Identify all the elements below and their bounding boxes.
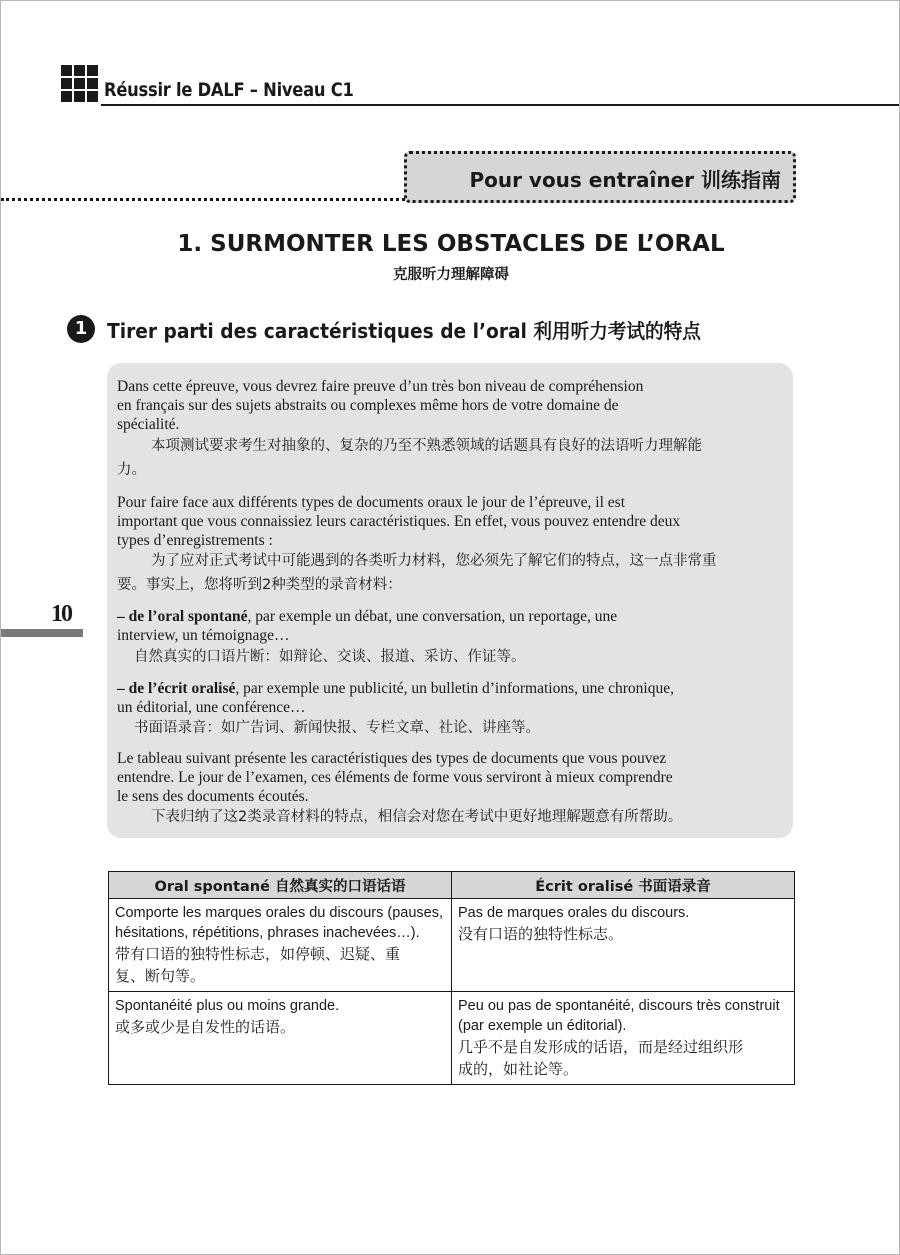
table-header-cell: Écrit oralisé 书面语录音 [452,872,795,899]
section-title: Tirer parti des caractéristiques de l’oral 利用听力考试的特点 [107,319,701,343]
cell-line: hésitations, répétitions, phrases inachevées…). [115,925,420,941]
bullet-term: de l’oral spontané [128,608,248,625]
table-row [109,899,795,992]
cell-line-zh: 带有口语的独特性标志，如停顿、迟疑、重 [115,945,401,963]
intro-line: spécialité. [117,416,180,433]
cell-line: (par exemple un éditorial). [458,1018,627,1034]
table-row [109,992,795,1085]
table-cell [109,899,452,992]
intro-line: important que vous connaissiez leurs caractéristiques. En effet, vous pouvez entendre deux [117,513,681,530]
cell-line: Pas de marques orales du discours. [458,905,690,921]
chapter-heading-fr: 1. SURMONTER LES OBSTACLES DE L’ORAL [177,231,725,257]
intro-line-zh: 自然真实的口语片断：如辩论、交谈、报道、采访、作证等。 [134,649,526,665]
intro-line: types d’enregistrements : [117,532,273,549]
chapter-heading-zh: 克服听力理解障碍 [393,267,509,283]
cell-line: Peu ou pas de spontanéité, discours très construit [458,998,780,1014]
intro-line: Dans cette épreuve, vous devrez faire preuve d’un très bon niveau de compréhension [117,378,644,395]
bullet-dash: – [117,680,129,697]
cell-line-zh: 几乎不是自发形成的话语，而是经过组织形 [458,1038,744,1056]
intro-line: le sens des documents écoutés. [117,788,309,805]
cell-line-zh: 复、断句等。 [115,967,206,985]
comparison-table [108,871,795,1085]
header-rule [101,104,899,106]
bullet-text: , par exemple un débat, une conversation, un reportage, une [247,608,618,625]
page-number-bar [1,629,83,637]
intro-line-zh: 本项测试要求考生对抽象的、复杂的乃至不熟悉领域的话题具有良好的法语听力理解能 [151,438,702,454]
intro-line-zh: 书面语录音：如广告词、新闻快报、专栏文章、社论、讲座等。 [134,720,540,736]
cell-line: Spontanéité plus ou moins grande. [115,998,340,1014]
book-series-icon [61,65,98,102]
cell-line: Comporte les marques orales du discours (pauses, [115,905,444,921]
cell-line-zh: 没有口语的独特性标志。 [458,925,624,943]
bullet-oral-spontane [117,607,784,626]
intro-line: interview, un témoignage… [117,627,290,644]
section-number-badge: 1 [67,315,95,343]
running-header-title: Réussir le DALF – Niveau C1 [104,79,354,101]
dotted-divider [1,198,405,201]
intro-line-zh: 为了应对正式考试中可能遇到的各类听力材料，您必须先了解它们的特点，这一点非常重 [151,553,717,569]
intro-line: Pour faire face aux différents types de documents oraux le jour de l’épreuve, il est [117,494,626,511]
table-cell [452,899,795,992]
intro-line: un éditorial, une conférence… [117,699,306,716]
section-badge-label: Pour vous entraîner 训练指南 [469,168,781,192]
cell-line-zh: 或多或少是自发性的话语。 [115,1018,296,1036]
intro-line: Le tableau suivant présente les caractéristiques des types de documents que vous pouvez [117,750,667,767]
intro-line: entendre. Le jour de l’examen, ces éléments de forme vous serviront à mieux comprendre [117,769,673,786]
page-number: 10 [51,601,71,627]
intro-line-zh: 要。事实上，您将听到2种类型的录音材料： [117,577,402,593]
bullet-text: , par exemple une publicité, un bulletin d’informations, une chronique, [235,680,674,697]
table-header-cell: Oral spontané 自然真实的口语话语 [109,872,452,899]
bullet-dash: – [117,608,129,625]
intro-line-zh: 力。 [117,462,146,478]
bullet-ecrit-oralise [117,679,784,698]
intro-line: en français sur des sujets abstraits ou complexes même hors de votre domaine de [117,397,619,414]
table-cell [452,992,795,1085]
intro-line-zh: 下表归纳了这2类录音材料的特点，相信会对您在考试中更好地理解题意有所帮助。 [151,809,683,825]
cell-line-zh: 成的，如社论等。 [458,1060,579,1078]
table-cell [109,992,452,1085]
section-badge [404,151,796,203]
bullet-term: de l’écrit oralisé [128,680,236,697]
